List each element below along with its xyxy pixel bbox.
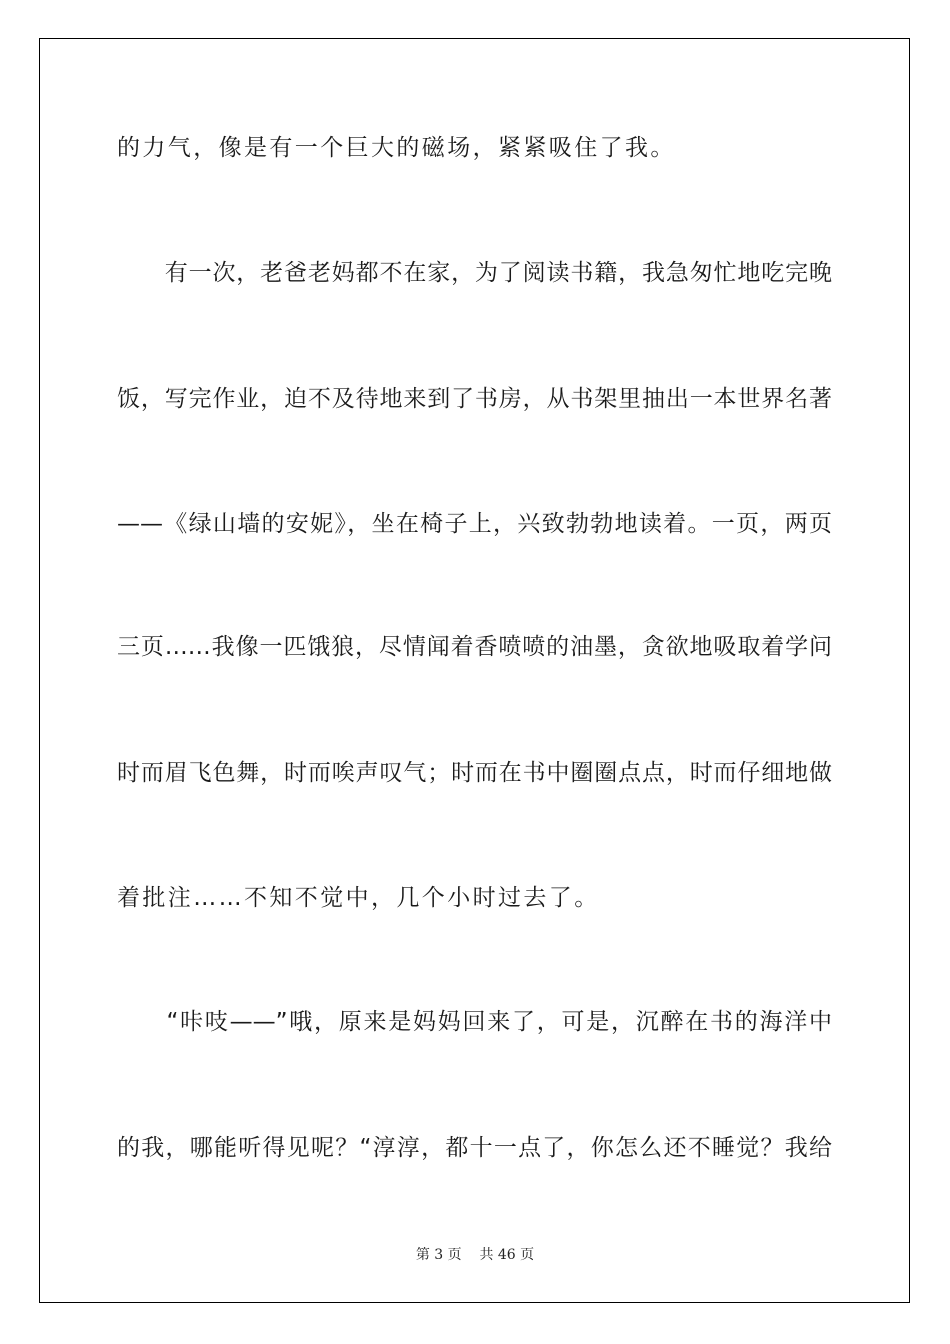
text-line-4: ——《绿山墙的安妮》，坐在椅子上，兴致勃勃地读着。一页，两页 [117, 511, 832, 537]
page-footer [0, 1245, 950, 1265]
text-line-6: 时而眉飞色舞，时而唉声叹气；时而在书中圈圈点点，时而仔细地做 [117, 760, 832, 786]
page-border [39, 38, 910, 1303]
page-number: 第 3 页 [415, 1247, 462, 1263]
text-line-5: 三页……我像一匹饿狼，尽情闻着香喷喷的油墨，贪欲地吸取着学问 [117, 634, 832, 660]
text-line-1: 的力气，像是有一个巨大的磁场，紧紧吸住了我。 [117, 135, 676, 161]
text-line-8: “咔吱——”哦，原来是妈妈回来了，可是，沉醉在书的海洋中 [117, 1009, 832, 1035]
page-total: 共 46 页 [479, 1247, 535, 1263]
text-line-9: 的我，哪能听得见呢？“淳淳，都十一点了，你怎么还不睡觉？我给 [117, 1135, 832, 1161]
text-line-3: 饭，写完作业，迫不及待地来到了书房，从书架里抽出一本世界名著 [117, 386, 832, 412]
text-line-7: 着批注……不知不觉中，几个小时过去了。 [117, 885, 600, 911]
text-line-2: 有一次，老爸老妈都不在家，为了阅读书籍，我急匆忙地吃完晚 [117, 260, 832, 286]
